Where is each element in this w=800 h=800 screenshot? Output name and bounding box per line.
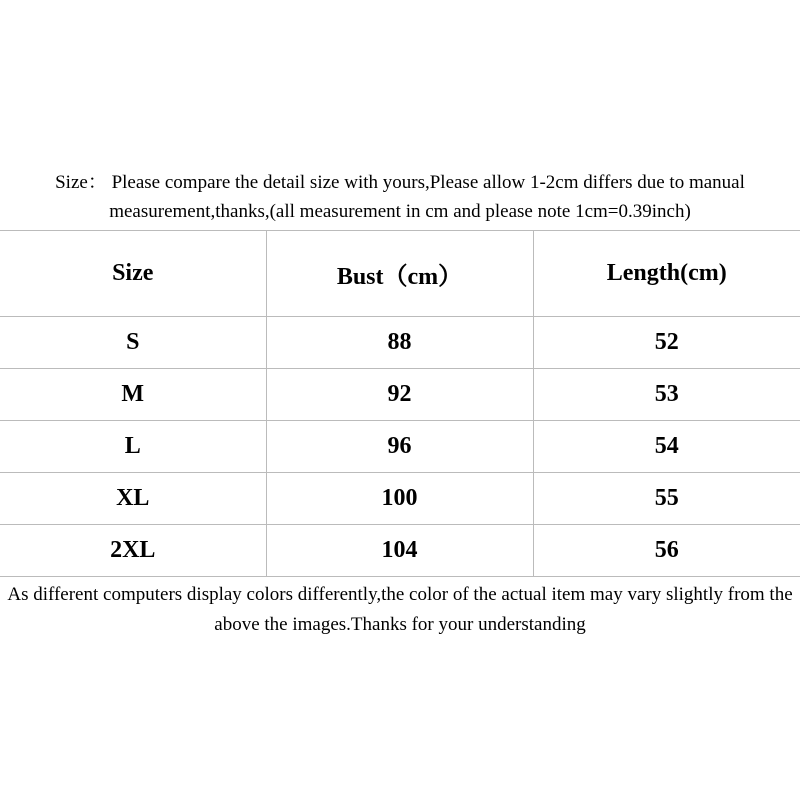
cell-length: 52 (533, 317, 800, 369)
table-row (0, 473, 800, 525)
cell-size: M (0, 369, 266, 421)
table-row (0, 317, 800, 369)
cell-length: 53 (533, 369, 800, 421)
measurement-note-line1: Size： Please compare the detail size with yours,Please allow 1-2cm differs due to manual (55, 172, 745, 193)
cell-bust: 104 (266, 525, 533, 577)
table-header-row (0, 231, 800, 317)
cell-length: 55 (533, 473, 800, 525)
column-header-bust: Bust（cm） (266, 231, 533, 317)
cell-size: XL (0, 473, 266, 525)
size-chart-table (0, 230, 800, 577)
measurement-note-line2: measurement,thanks,(all measurement in cm and please note 1cm=0.39inch) (109, 201, 691, 222)
cell-length: 54 (533, 421, 800, 473)
cell-size: L (0, 421, 266, 473)
column-header-length: Length(cm) (606, 260, 727, 286)
cell-length: 56 (533, 525, 800, 577)
measurement-note (0, 168, 800, 226)
table-row (0, 369, 800, 421)
table-row (0, 525, 800, 577)
color-disclaimer (0, 580, 800, 640)
cell-size: S (0, 317, 266, 369)
cell-bust: 96 (266, 421, 533, 473)
table-row (0, 421, 800, 473)
cell-bust: 100 (266, 473, 533, 525)
color-disclaimer-line1: As different computers display colors differently,the color of the actual item may vary slightly from the (7, 584, 793, 605)
cell-size: 2XL (0, 525, 266, 577)
color-disclaimer-line2: above the images.Thanks for your understanding (214, 614, 586, 635)
column-header-size: Size (112, 260, 154, 286)
cell-bust: 88 (266, 317, 533, 369)
cell-bust: 92 (266, 369, 533, 421)
